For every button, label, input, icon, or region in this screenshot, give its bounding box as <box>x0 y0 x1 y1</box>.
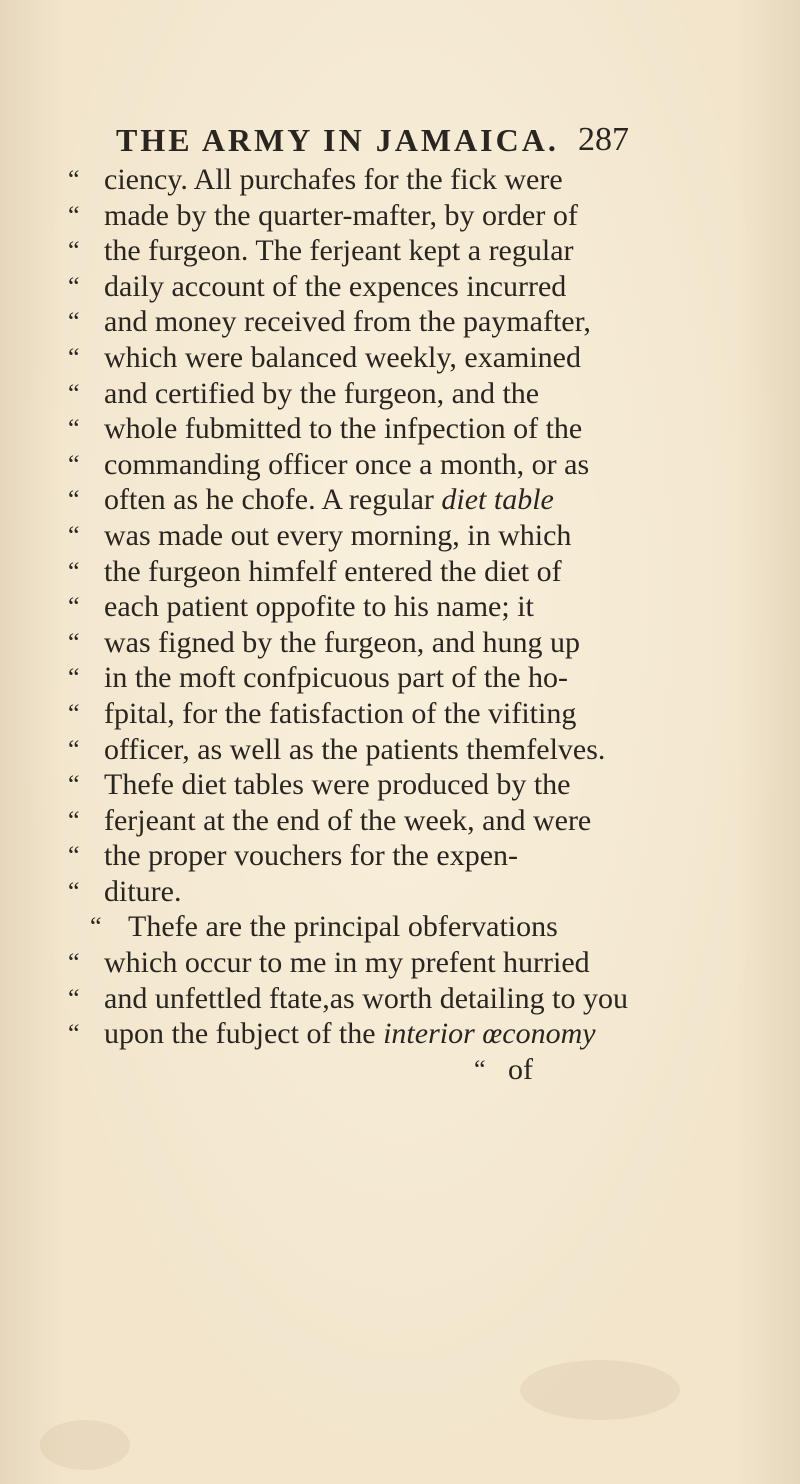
line-text-body: each patient oppofite to his name; it <box>104 590 534 624</box>
quote-mark: “ <box>68 200 80 230</box>
line-text-body: Thefe diet tables were produced by the <box>104 768 571 802</box>
quote-mark: “ <box>68 592 80 622</box>
quote-mark: “ <box>68 556 80 586</box>
line-text <box>104 767 570 803</box>
line-text <box>104 376 539 412</box>
line-text <box>104 411 582 447</box>
line-text <box>104 660 568 696</box>
quote-mark: “ <box>68 805 80 835</box>
quote-mark: “ <box>68 414 80 444</box>
line-text-body: the proper vouchers for the expen- <box>104 839 518 873</box>
line-text-body: daily account of the expences incurred <box>104 269 567 303</box>
line-text-body: Thefe are the principal obfervations <box>128 910 558 944</box>
line-text <box>104 732 605 768</box>
quote-mark: “ <box>68 485 80 515</box>
quote-mark: “ <box>68 627 80 657</box>
text-line <box>68 162 668 198</box>
text-line <box>68 803 668 839</box>
italic-phrase: interior œconomy <box>383 1017 596 1051</box>
text-line <box>68 945 668 981</box>
quote-mark: “ <box>90 912 102 942</box>
quote-mark: “ <box>68 734 80 764</box>
quote-mark: “ <box>68 876 80 906</box>
text-line <box>68 838 668 874</box>
quote-mark: “ <box>68 307 80 337</box>
line-text <box>104 874 181 910</box>
paper-stain <box>520 1360 680 1420</box>
text-line <box>68 874 668 910</box>
quote-mark: “ <box>68 520 80 550</box>
quote-mark: “ <box>68 165 80 194</box>
text-line <box>68 411 668 447</box>
page-header <box>0 120 800 166</box>
line-text-body: and unfettled ftate,as worth detailing to you <box>104 981 629 1015</box>
text-line <box>68 447 668 483</box>
line-text-body: of <box>508 1052 533 1086</box>
line-text <box>104 518 571 554</box>
text-line <box>68 269 668 305</box>
text-line <box>68 518 668 554</box>
line-text <box>104 269 566 305</box>
text-line <box>68 767 668 803</box>
line-text-body: ferjeant at the end of the week, and were <box>104 803 592 837</box>
text-line <box>68 732 668 768</box>
quote-mark: “ <box>68 271 80 301</box>
line-text <box>104 304 591 340</box>
text-line <box>68 376 668 412</box>
line-text <box>104 838 518 874</box>
line-text-body: was figned by the furgeon, and hung up <box>104 625 581 659</box>
quote-mark: “ <box>68 841 80 871</box>
line-text <box>104 162 563 198</box>
line-text-body: upon the fubject of the <box>104 1017 384 1051</box>
text-line <box>68 340 668 376</box>
line-text <box>104 981 628 1017</box>
text-line <box>68 1016 668 1052</box>
text-line <box>68 304 668 340</box>
line-text <box>104 945 590 981</box>
line-text-body: made by the quarter-mafter, by order of <box>104 198 578 232</box>
line-text-body: and money received from the paymafter, <box>104 305 591 339</box>
line-text <box>104 1016 596 1052</box>
quote-mark: “ <box>68 378 80 408</box>
text-line <box>68 625 668 661</box>
quote-mark: “ <box>68 663 80 693</box>
line-text <box>104 554 562 590</box>
text-line <box>68 554 668 590</box>
line-text <box>104 696 576 732</box>
line-text-body: and certified by the furgeon, and the <box>104 376 540 410</box>
line-text <box>104 803 591 839</box>
line-text-body: fpital, for the fatisfaction of the vifiting <box>104 696 577 730</box>
line-text-body: ciency. All purchafes for the fick were <box>104 163 563 196</box>
line-text <box>128 909 558 945</box>
quote-mark: “ <box>68 236 80 266</box>
quote-mark: “ <box>68 449 80 479</box>
line-text <box>104 198 578 234</box>
line-text-body: was made out every morning, in which <box>104 518 572 552</box>
italic-phrase: diet table <box>441 483 554 517</box>
text-line <box>68 589 668 625</box>
quote-mark: “ <box>68 342 80 372</box>
running-head: THE ARMY IN JAMAICA. <box>116 122 559 158</box>
quote-mark: “ <box>68 948 80 978</box>
line-text-body: officer, as well as the patients themfelves. <box>104 732 606 766</box>
line-text <box>104 625 580 661</box>
quote-mark: “ <box>68 1019 80 1049</box>
quote-mark: “ <box>474 1054 486 1084</box>
text-line <box>68 909 668 945</box>
line-text-body: diture. <box>104 874 182 908</box>
line-text-body: the furgeon himfelf entered the diet of <box>104 554 562 588</box>
text-line <box>68 233 668 269</box>
line-text-body: the furgeon. The ferjeant kept a regular <box>104 234 574 268</box>
quote-mark: “ <box>68 983 80 1013</box>
line-text <box>104 340 581 376</box>
page-number: 287 <box>578 121 629 158</box>
line-text <box>104 589 534 625</box>
text-line <box>68 198 668 234</box>
line-text-body: often as he chofe. A regular <box>104 483 442 517</box>
paper-stain <box>40 1420 130 1470</box>
line-text <box>104 233 574 269</box>
line-text-body: which occur to me in my prefent hurried <box>104 946 590 980</box>
catchword-line <box>68 1052 668 1088</box>
text-line <box>68 660 668 696</box>
quote-mark: “ <box>68 770 80 800</box>
text-line <box>68 696 668 732</box>
line-text <box>508 1052 533 1088</box>
line-text <box>104 482 554 518</box>
line-text-body: which were balanced weekly, examined <box>104 340 581 374</box>
text-line <box>68 482 668 518</box>
quote-mark: “ <box>68 698 80 728</box>
line-text-body: in the moft confpicuous part of the ho- <box>104 661 569 695</box>
body-text <box>68 162 668 1087</box>
text-line <box>68 981 668 1017</box>
line-text-body: whole fubmitted to the infpection of the <box>104 412 583 446</box>
line-text-body: commanding officer once a month, or as <box>104 447 590 481</box>
line-text <box>104 447 589 483</box>
